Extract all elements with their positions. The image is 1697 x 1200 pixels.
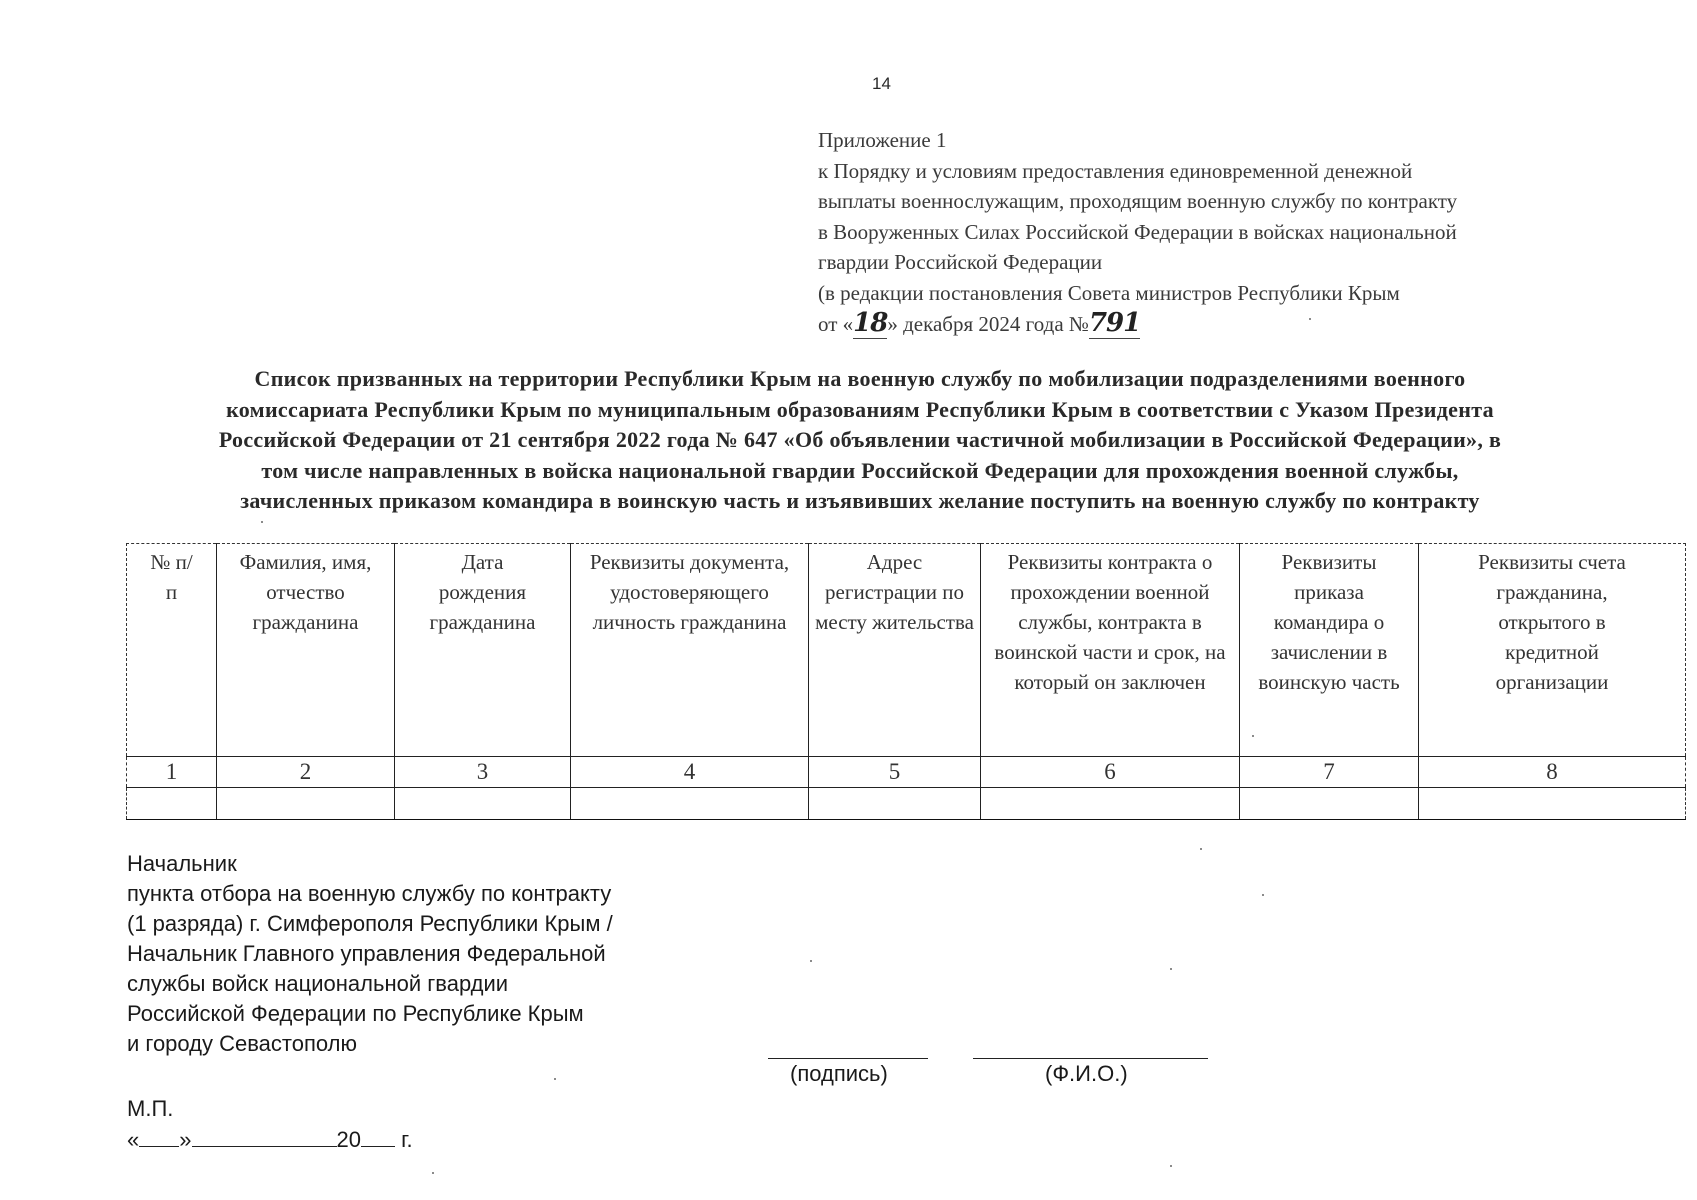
- month-blank: [192, 1124, 337, 1147]
- title-line: том числе направленных в войска национальной гвардии Российской Федерации для прохождения военной службы,: [261, 457, 1459, 483]
- table-cell: [217, 788, 395, 820]
- column-number: 7: [1240, 757, 1419, 788]
- column-number: 8: [1419, 757, 1686, 788]
- title-line: Российской Федерации от 21 сентября 2022 года № 647 «Об объявлении частичной мобилизации в Российской Федерации», в: [218, 427, 1502, 452]
- header-cell: Фамилия, имя, отчество гражданина: [217, 544, 395, 757]
- header-cell: № п/п: [127, 544, 217, 757]
- scan-speck: [261, 521, 263, 523]
- title-line: комиссариата Республики Крым по муниципальным образованиям Республики Крым в соответствии с Указом Президента: [226, 396, 1494, 422]
- header-cell: Реквизиты счета гражданина, открытого в кредитной организации: [1419, 544, 1686, 757]
- appendix-line: в Вооруженных Силах Российской Федерации в войсках национальной: [818, 219, 1457, 244]
- column-number: 3: [395, 757, 571, 788]
- signature-line: [768, 1057, 928, 1059]
- signatory-title: [127, 849, 613, 1059]
- date-open-quote: «: [127, 1127, 140, 1152]
- header-cell: Реквизиты контракта о прохождении военной службы, контракта в воинской части и срок, на который он заключен: [981, 544, 1240, 757]
- name-line: [973, 1057, 1208, 1059]
- signatory-line: пункта отбора на военную службу по контракту: [127, 881, 612, 906]
- scan-speck: [810, 960, 812, 962]
- signature-caption: (подпись): [790, 1061, 888, 1086]
- stamp-block: [127, 1093, 413, 1155]
- scan-speck: [1170, 1165, 1172, 1167]
- column-number-row: [127, 757, 1686, 788]
- table-cell: [981, 788, 1240, 820]
- handwritten-day: 18: [853, 308, 888, 338]
- table-cell: [1419, 788, 1686, 820]
- recruits-table: [126, 543, 1686, 820]
- signatory-line: Российской Федерации по Республике Крым: [127, 1001, 584, 1026]
- scan-speck: [1262, 894, 1264, 896]
- appendix-date-line: [818, 308, 1678, 340]
- appendix-line: к Порядку и условиям предоставления единовременной денежной: [818, 158, 1413, 183]
- stamp-mark: М.П.: [127, 1096, 174, 1121]
- column-number: 5: [809, 757, 981, 788]
- header-cell: Реквизиты документа, удостоверяющего личность гражданина: [571, 544, 809, 757]
- header-cell: Адрес регистрации по месту жительства: [809, 544, 981, 757]
- date-close-quote: »: [179, 1127, 192, 1152]
- column-number: 4: [571, 757, 809, 788]
- appendix-line: выплаты военнослужащим, проходящим военную службу по контракту: [818, 189, 1458, 213]
- signatory-line: Начальник Главного управления Федеральной: [127, 941, 606, 966]
- scan-speck: [1200, 848, 1202, 850]
- year-suffix: г.: [401, 1127, 413, 1152]
- table-cell: [127, 788, 217, 820]
- signatory-line: и городу Севастополю: [127, 1031, 357, 1056]
- handwritten-number: 791: [1088, 308, 1141, 338]
- table-cell: [809, 788, 981, 820]
- appendix-title: Приложение 1: [818, 128, 947, 152]
- table-cell: [395, 788, 571, 820]
- title-line: Список призванных на территории Республики Крым на военную службу по мобилизации подразделениями военного: [254, 366, 1466, 391]
- page-number: 14: [872, 74, 891, 93]
- signatory-line: (1 разряда) г. Симферополя Республики Крым /: [127, 911, 613, 936]
- scan-speck: [1309, 318, 1311, 320]
- scan-speck: [432, 1172, 434, 1174]
- scan-speck: [1252, 735, 1254, 737]
- year-blank: [361, 1124, 395, 1147]
- column-number: 6: [981, 757, 1240, 788]
- table-cell: [571, 788, 809, 820]
- document-title: [110, 364, 1610, 517]
- date-field: [127, 1124, 413, 1155]
- scan-speck: [554, 1078, 556, 1080]
- column-number: 2: [217, 757, 395, 788]
- header-cell: Дата рождения гражданина: [395, 544, 571, 757]
- appendix-header: [818, 125, 1678, 340]
- table-row: [127, 788, 1686, 820]
- year-prefix: 20: [336, 1127, 361, 1152]
- signatory-line: Начальник: [127, 851, 237, 876]
- date-middle: » декабря 2024 года №: [887, 312, 1089, 336]
- day-blank: [139, 1124, 179, 1147]
- title-line: зачисленных приказом командира в воинскую часть и изъявивших желание поступить на военную службу по контракту: [240, 488, 1480, 513]
- scan-speck: [1170, 968, 1172, 970]
- date-prefix: от «: [818, 312, 854, 336]
- table-cell: [1240, 788, 1419, 820]
- signatory-line: службы войск национальной гвардии: [127, 971, 509, 996]
- header-cell: Реквизиты приказа командира о зачислении в воинскую часть: [1240, 544, 1419, 757]
- appendix-line: гвардии Российской Федерации: [818, 250, 1103, 274]
- column-number: 1: [127, 757, 217, 788]
- appendix-line: (в редакции постановления Совета министров Республики Крым: [818, 280, 1400, 305]
- name-caption: (Ф.И.О.): [1045, 1061, 1128, 1086]
- table-header-row: [127, 544, 1686, 757]
